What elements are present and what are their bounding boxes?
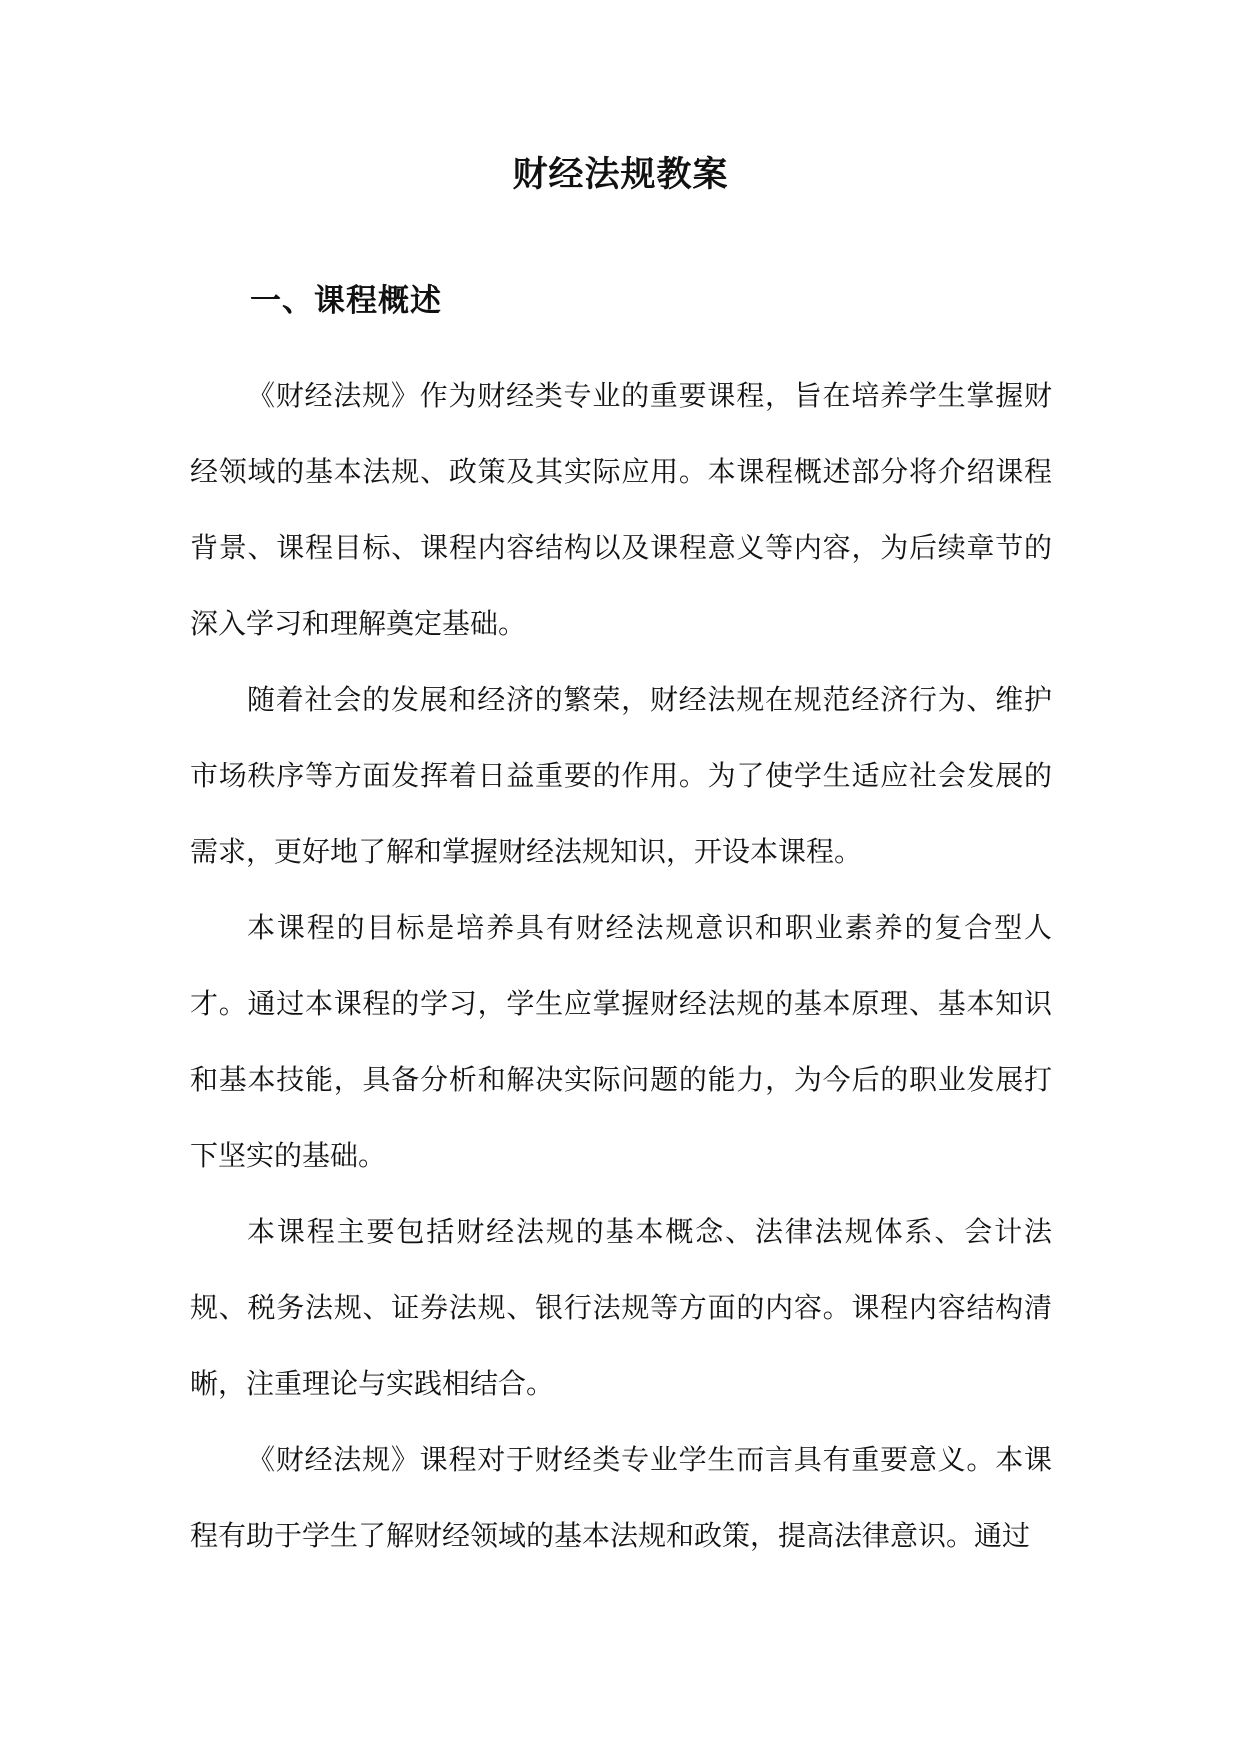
paragraph-course-content: 本课程主要包括财经法规的基本概念、法律法规体系、会计法规、税务法规、证券法规、银行法规等方面的内容。课程内容结构清晰，注重理论与实践相结合。	[190, 1215, 1052, 1400]
section-body	[190, 358, 1052, 1574]
paragraph-course-significance: 《财经法规》课程对于财经类专业学生而言具有重要意义。本课程有助于学生了解财经领域的基本法规和政策，提高法律意识。通过	[190, 1443, 1052, 1552]
paragraph-course-intro: 《财经法规》作为财经类专业的重要课程，旨在培养学生掌握财经领域的基本法规、政策及其实际应用。本课程概述部分将介绍课程背景、课程目标、课程内容结构以及课程意义等内容，为后续章节的深入学习和理解奠定基础。	[190, 379, 1052, 640]
document-title: 财经法规教案	[512, 154, 729, 195]
paragraph-course-background: 随着社会的发展和经济的繁荣，财经法规在规范经济行为、维护市场秩序等方面发挥着日益重要的作用。为了使学生适应社会发展的需求，更好地了解和掌握财经法规知识，开设本课程。	[190, 683, 1052, 868]
paragraph-course-goals: 本课程的目标是培养具有财经法规意识和职业素养的复合型人才。通过本课程的学习，学生应掌握财经法规的基本原理、基本知识和基本技能，具备分析和解决实际问题的能力，为今后的职业发展打下坚实的基础。	[190, 911, 1052, 1172]
section-heading: 一、课程概述	[250, 283, 442, 319]
